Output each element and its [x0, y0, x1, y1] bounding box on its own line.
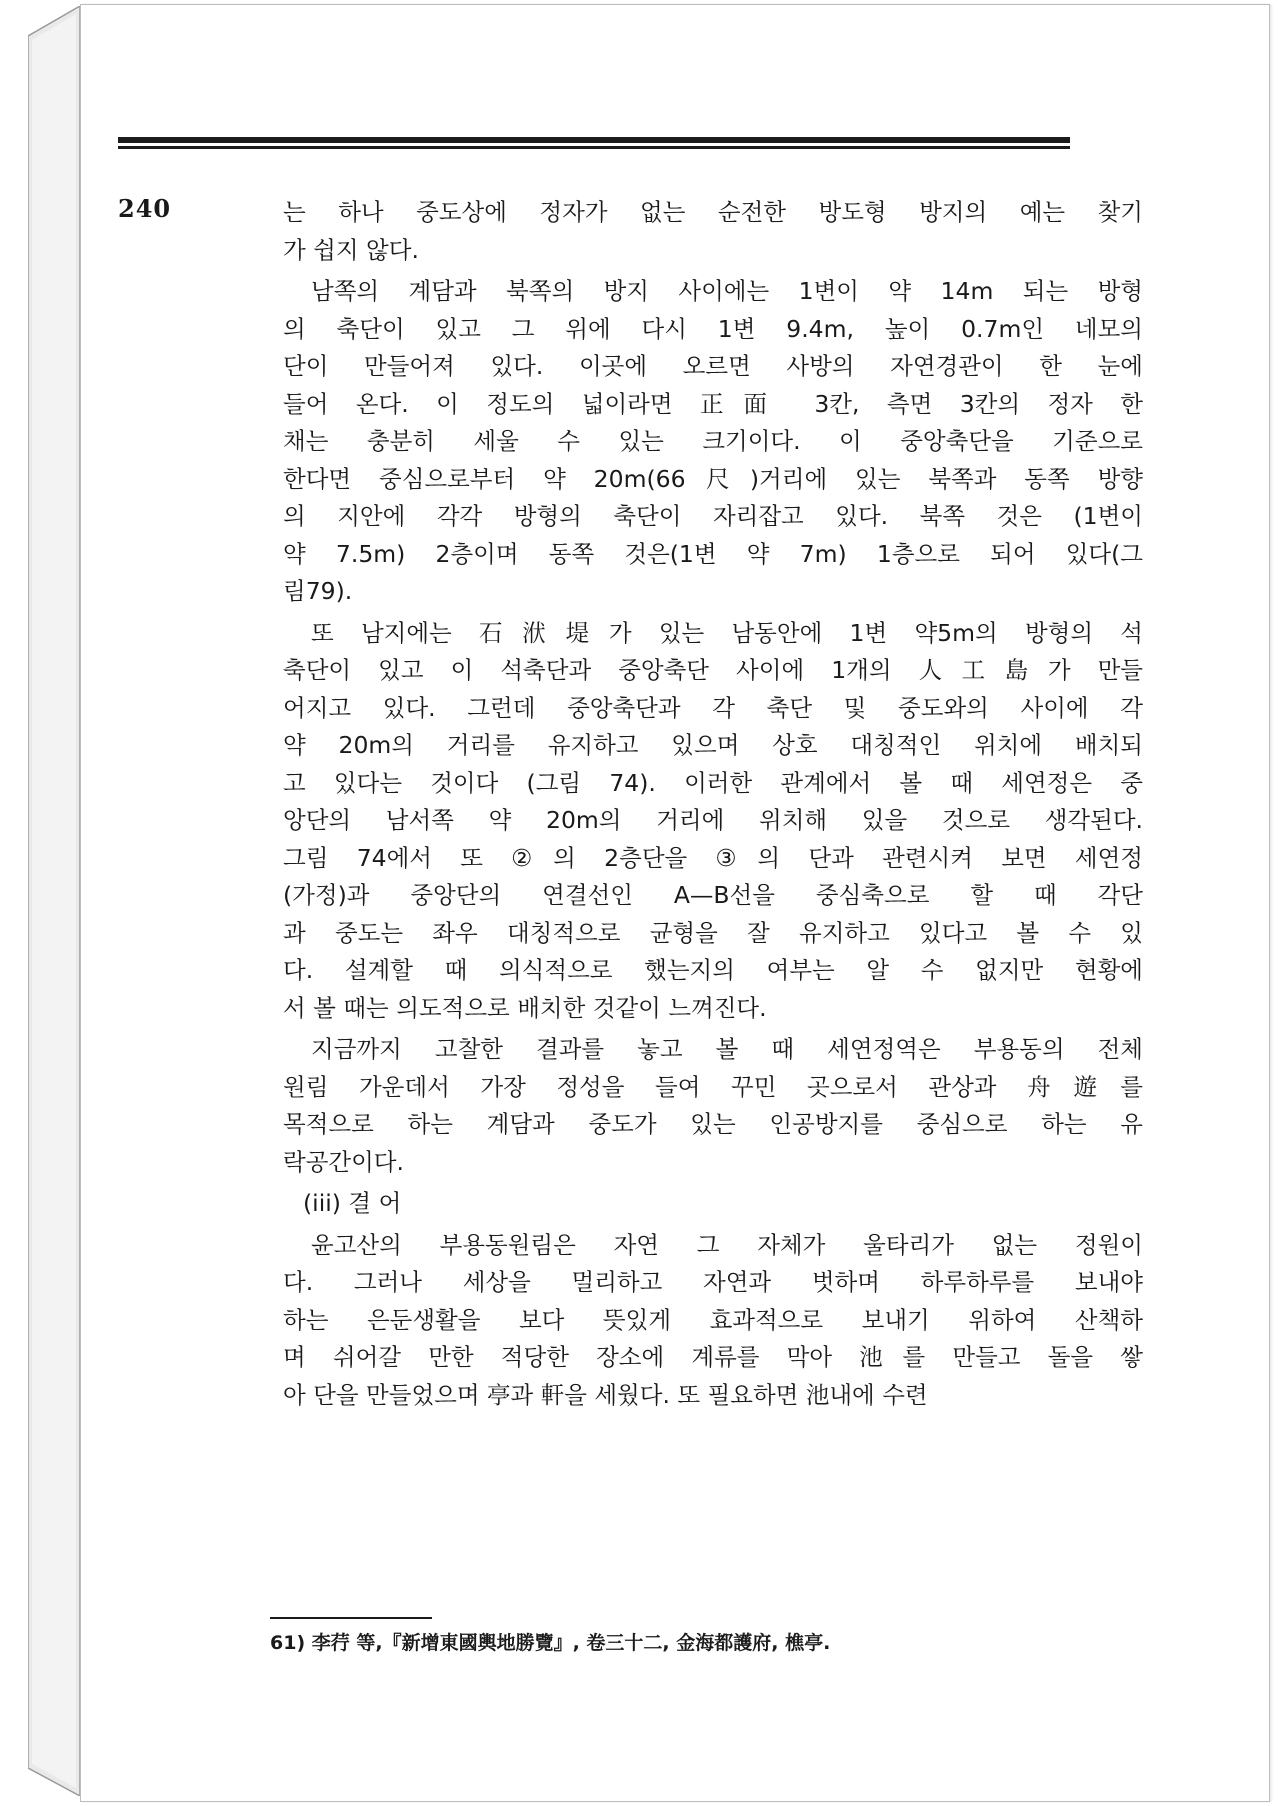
text-line: (iii) 결 어: [303, 1189, 402, 1217]
text-line: 며 쉬어갈 만한 적당한 장소에 계류를 막아 池를 만들고 돌을 쌓: [283, 1343, 1143, 1371]
text-line: 는 하나 중도상에 정자가 없는 순전한 방도형 방지의 예는 찾기: [283, 198, 1143, 226]
paragraph: [283, 615, 1143, 1028]
text-line: 약 20m의 거리를 유지하고 있으며 상호 대칭적인 위치에 배치되: [283, 731, 1143, 759]
text-line: 의 축단이 있고 그 위에 다시 1변 9.4m, 높이 0.7m인 네모의: [283, 314, 1143, 343]
text-line: 그림 74에서 또 ②의 2층단을 ③의 단과 관련시켜 보면 세연정: [283, 843, 1143, 872]
text-line: 채는 충분히 세울 수 있는 크기이다. 이 중앙축단을 기준으로: [283, 427, 1143, 455]
paragraph: [283, 194, 1143, 269]
text-line: 락공간이다.: [283, 1147, 404, 1176]
text-line: (가정)과 중앙단의 연결선인 A—B선을 중심축으로 할 때 각단: [283, 881, 1143, 909]
text-line: 들어 온다. 이 정도의 넓이라면 正面 3칸, 측면 3칸의 정자 한: [283, 389, 1143, 418]
text-line: 앙단의 남서쪽 약 20m의 거리에 위치해 있을 것으로 생각된다.: [283, 806, 1143, 834]
text-line: 한다면 중심으로부터 약 20m(66尺)거리에 있는 북쪽과 동쪽 방향: [283, 464, 1143, 493]
text-line: 약 7.5m) 2층이며 동쪽 것은(1변 약 7m) 1층으로 되어 있다(그: [283, 539, 1143, 568]
text-line: 다. 그러나 세상을 멀리하고 자연과 벗하며 하루하루를 보내야: [283, 1268, 1143, 1296]
text-line: 남쪽의 계담과 북쪽의 방지 사이에는 1변이 약 14m 되는 방형: [311, 277, 1143, 305]
book-spine: [28, 6, 88, 1796]
text-line: 또 남지에는 石洑堤가 있는 남동안에 1변 약5m의 방형의 석: [311, 618, 1143, 647]
text-line: 하는 은둔생활을 보다 뜻있게 효과적으로 보내기 위하여 산책하: [283, 1305, 1143, 1334]
text-line: 지금까지 고찰한 결과를 놓고 볼 때 세연정역은 부용동의 전체: [311, 1035, 1143, 1063]
text-line: 목적으로 하는 계담과 중도가 있는 인공방지를 중심으로 하는 유: [283, 1110, 1143, 1138]
text-line: 의 지안에 각각 방형의 축단이 자리잡고 있다. 북쪽 것은 (1변이: [283, 502, 1143, 530]
paragraph: [283, 1031, 1143, 1181]
body-text: [283, 194, 1143, 1418]
text-line: 어지고 있다. 그런데 중앙축단과 각 축단 및 중도와의 사이에 각: [283, 693, 1143, 722]
footnote-rule: [270, 1617, 432, 1619]
text-line: 과 중도는 좌우 대칭적으로 균형을 잘 유지하고 있다고 볼 수 있: [283, 918, 1143, 947]
text-line: 축단이 있고 이 석축단과 중앙축단 사이에 1개의 人工島가 만들: [283, 656, 1143, 684]
paragraph: [283, 1227, 1143, 1415]
paragraph: [283, 273, 1143, 611]
text-line: 단이 만들어져 있다. 이곳에 오르면 사방의 자연경관이 한 눈에: [283, 352, 1143, 380]
text-line: 서 볼 때는 의도적으로 배치한 것같이 느껴진다.: [283, 993, 767, 1022]
text-line: 가 쉽지 않다.: [283, 235, 419, 264]
text-line: 고 있다는 것이다 (그림 74). 이러한 관계에서 볼 때 세연정은 중: [283, 768, 1143, 797]
text-line: 원림 가운데서 가장 정성을 들여 꾸민 곳으로서 관상과 舟遊를: [283, 1072, 1143, 1101]
page-number: 240: [118, 194, 172, 223]
text-line: 윤고산의 부용동원림은 자연 그 자체가 울타리가 없는 정원이: [311, 1230, 1143, 1259]
footnote: 61) 李荇 等,『新增東國輿地勝覽』, 卷三十二, 金海都護府, 樵亭.: [270, 1632, 831, 1654]
text-line: 아 단을 만들었으며 亭과 軒을 세웠다. 또 필요하면 池내에 수련: [283, 1380, 928, 1409]
text-line: 림79).: [283, 577, 353, 605]
section-heading: [283, 1185, 1143, 1223]
header-rule: [118, 137, 1070, 151]
text-line: 다. 설계할 때 의식적으로 했는지의 여부는 알 수 없지만 현황에: [283, 956, 1143, 984]
